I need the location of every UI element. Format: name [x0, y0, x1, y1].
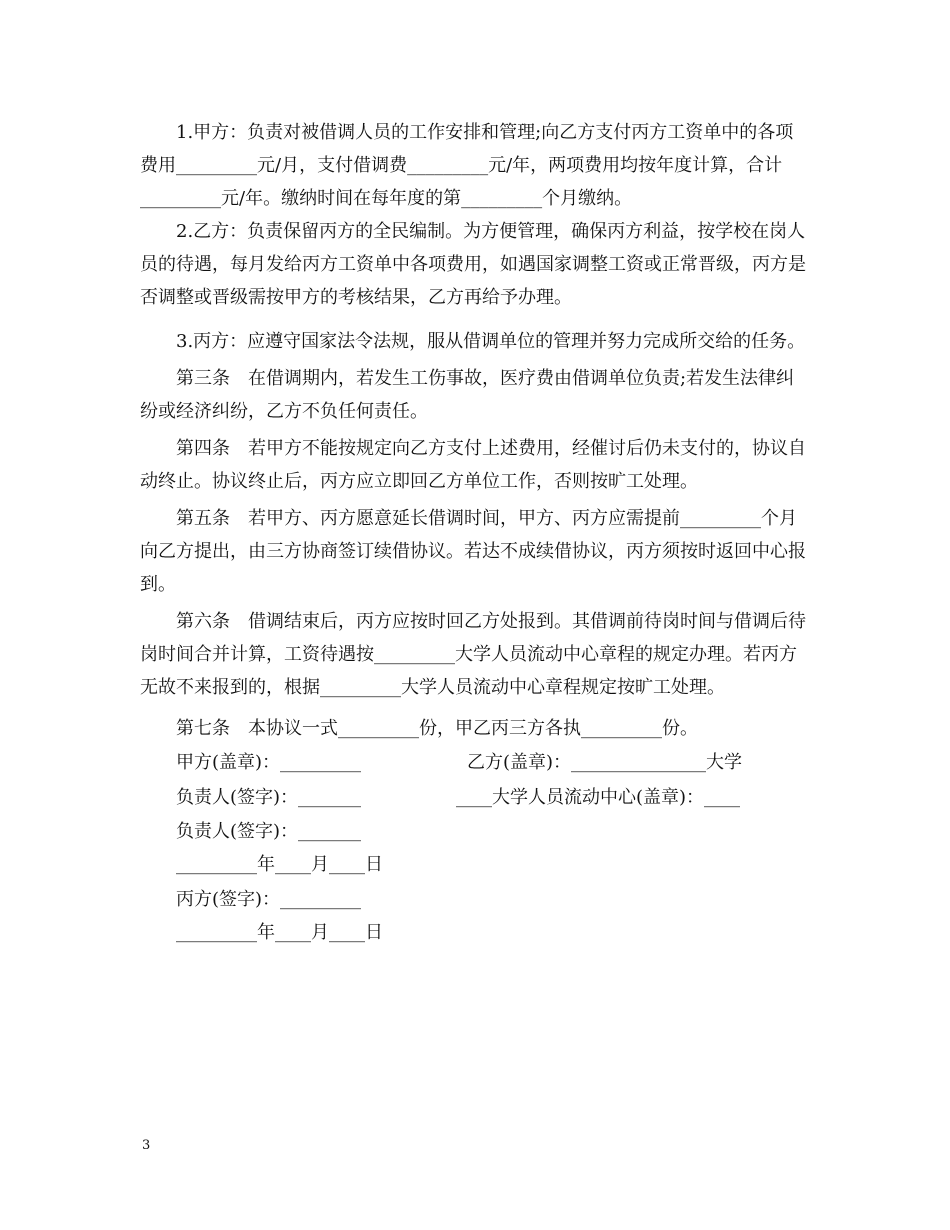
article-7: 第七条 本协议一式_________份，甲乙丙三方各执_________份。 [176, 718, 698, 739]
party-bing-signature: 丙方(签字)：_________ [176, 889, 362, 910]
center-seal: ____大学人员流动中心(盖章)：____ [456, 787, 741, 808]
date-line-2: _________年____月____日 [176, 922, 383, 943]
clause-jia-duties: 1.甲方：负责对被借调人员的工作安排和管理;向乙方支付丙方工资单中的各项费用_________元/月，支付借调费_________元/年，两项费用均按年度计算，合计_________元/年。缴纳时间在每年度的第_________个月缴纳。 [140, 122, 794, 209]
page-number: 3 [142, 1138, 151, 1153]
article-5: 第五条 若甲方、丙方愿意延长借调时间，甲方、丙方应需提前_________个月向乙方提出，由三方协商签订续借协议。若达不成续借协议，丙方须按时返回中心报到。 [140, 508, 806, 595]
responsible-signature-1: 负责人(签字)：_______ [176, 787, 362, 808]
party-yi-seal: 乙方(盖章)：_______________大学 [467, 752, 743, 773]
responsible-signature-2: 负责人(签字)：_______ [176, 821, 362, 842]
article-4: 第四条 若甲方不能按规定向乙方支付上述费用，经催讨后仍未支付的，协议自动终止。协议终止后，丙方应立即回乙方单位工作，否则按旷工处理。 [140, 438, 806, 492]
article-6: 第六条 借调结束后，丙方应按时回乙方处报到。其借调前待岗时间与借调后待岗时间合并计算，工资待遇按_________大学人员流动中心章程的规定办理。若丙方无故不来报到的，根据_________大学人员流动中心章程规定按旷工处理。 [140, 611, 806, 698]
article-3: 第三条 在借调期内，若发生工伤事故，医疗费由借调单位负责;若发生法律纠纷或经济纠纷，乙方不负任何责任。 [140, 368, 795, 422]
clause-yi-duties: 2.乙方：负责保留丙方的全民编制。为方便管理，确保丙方利益，按学校在岗人员的待遇，每月发给丙方工资单中各项费用，如遇国家调整工资或正常晋级，丙方是否调整或晋级需按甲方的考核结果，乙方再给予办理。 [140, 221, 806, 308]
date-line-1: _________年____月____日 [176, 854, 383, 875]
party-jia-seal: 甲方(盖章)：_________ [176, 752, 362, 773]
clause-bing-duties: 3.丙方：应遵守国家法令法规，服从借调单位的管理并努力完成所交给的任务。 [176, 331, 806, 352]
